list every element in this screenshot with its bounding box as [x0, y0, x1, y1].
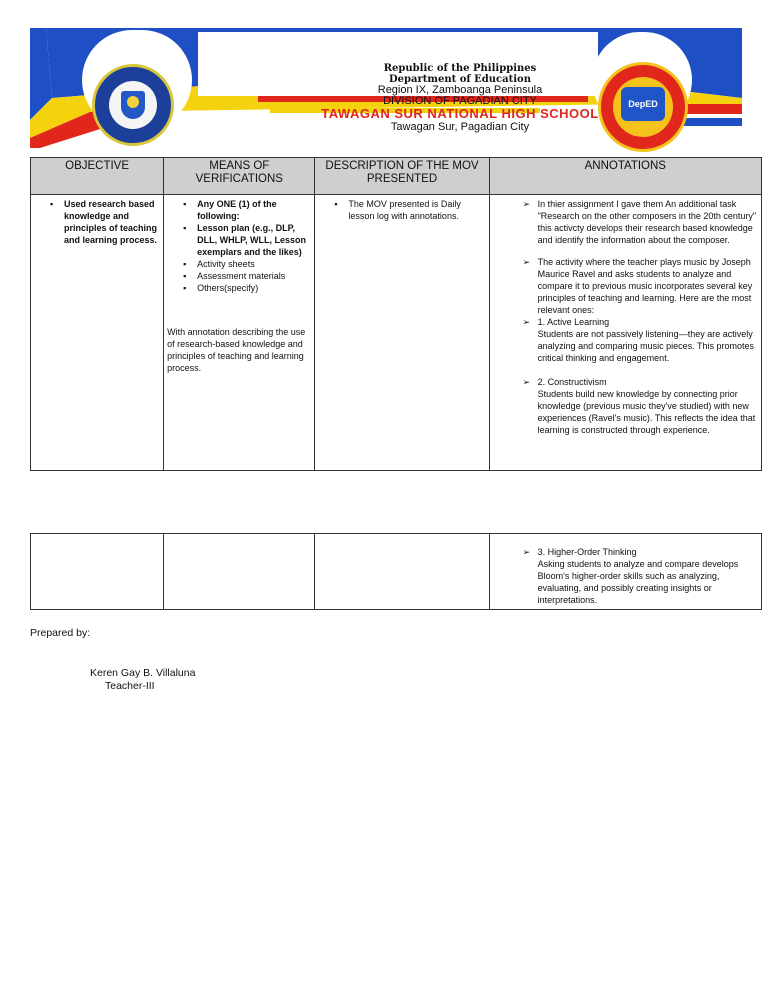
header-description: DESCRIPTION OF THE MOV PRESENTED — [315, 158, 489, 195]
header-objective: OBJECTIVE — [31, 158, 164, 195]
letterhead-banner — [30, 28, 742, 148]
annotation-item: ➢ The activity where the teacher plays music by Joseph Maurice Ravel and asks students to analyze and compare it to previous music incorporates several key principles of teaching and learning. Here are the most relevant ones: — [490, 256, 761, 316]
department-text: Department of Education — [389, 74, 531, 85]
mov-table-continued — [30, 533, 762, 610]
header-annotations: ANNOTATIONS — [489, 158, 761, 195]
annotations-cell — [489, 195, 761, 471]
annotation-item: ➢ 3. Higher-Order Thinking Asking students to analyze and compare develops Bloom's higher-order skills such as analyzing, evaluating, and possibly creating insights or interpretations. — [490, 546, 761, 606]
means-item: ▪ Activity sheets — [164, 258, 314, 270]
division-text: DIVISION OF PAGADIAN CITY — [383, 95, 537, 107]
table-row — [31, 195, 762, 471]
objective-cell-empty — [31, 534, 164, 610]
description-cell — [315, 195, 489, 471]
means-item: ▪ Others(specify) — [164, 282, 314, 294]
description-cell-empty — [315, 534, 489, 610]
annotations-cell — [489, 534, 761, 610]
means-cell-empty — [164, 534, 315, 610]
school-name: TAWAGAN SUR NATIONAL HIGH SCHOOL — [321, 106, 599, 121]
preparer-name: Keren Gay B. Villaluna — [90, 667, 196, 679]
annotation-item: ➢ In thier assignment I gave them An additional task "Research on the other composers in the 20th century" this activcty develops their research based knowledge and identify the information about the composer. — [490, 198, 761, 246]
objective-item: ▪ Used research based knowledge and principles of teaching and learning process. — [31, 198, 163, 246]
table-row — [31, 534, 762, 610]
means-cell — [164, 195, 315, 471]
annotation-item: ➢ 2. Constructivism Students build new knowledge by connecting prior knowledge (previous music they've studied) with new experiences (Ravel's music). This reflects the idea that learning is constructed through experience. — [490, 376, 761, 436]
table-header-row — [31, 158, 762, 195]
means-note: With annotation describing the use of research-based knowledge and principles of teaching and learning process. — [167, 327, 306, 373]
region-text: Region IX, Zamboanga Peninsula — [377, 84, 543, 96]
deped-seal-icon — [92, 64, 174, 146]
means-item: ▪ Lesson plan (e.g., DLP, DLL, WHLP, WLL, Lesson exemplars and the likes) — [164, 222, 314, 258]
annotation-item: ➢ 1. Active Learning Students are not passively listening—they are actively analyzing and comparing music pieces. This promotes critical thinking and engagement. — [490, 316, 761, 364]
republic-text: Republic of the Philippines — [383, 63, 537, 74]
preparer-position: Teacher-III — [105, 680, 155, 692]
sun-icon — [127, 96, 139, 108]
mov-table — [30, 157, 762, 471]
logo-text: DepED — [628, 99, 658, 109]
means-item: ▪ Any ONE (1) of the following: — [164, 198, 314, 222]
description-item: ▪ The MOV presented is Daily lesson log with annotations. — [315, 198, 488, 222]
header-means: MEANS OF VERIFICATIONS — [164, 158, 315, 195]
school-address: Tawagan Sur, Pagadian City — [390, 121, 530, 133]
objective-cell — [31, 195, 164, 471]
means-item: ▪ Assessment materials — [164, 270, 314, 282]
prepared-by-label: Prepared by: — [30, 627, 91, 639]
